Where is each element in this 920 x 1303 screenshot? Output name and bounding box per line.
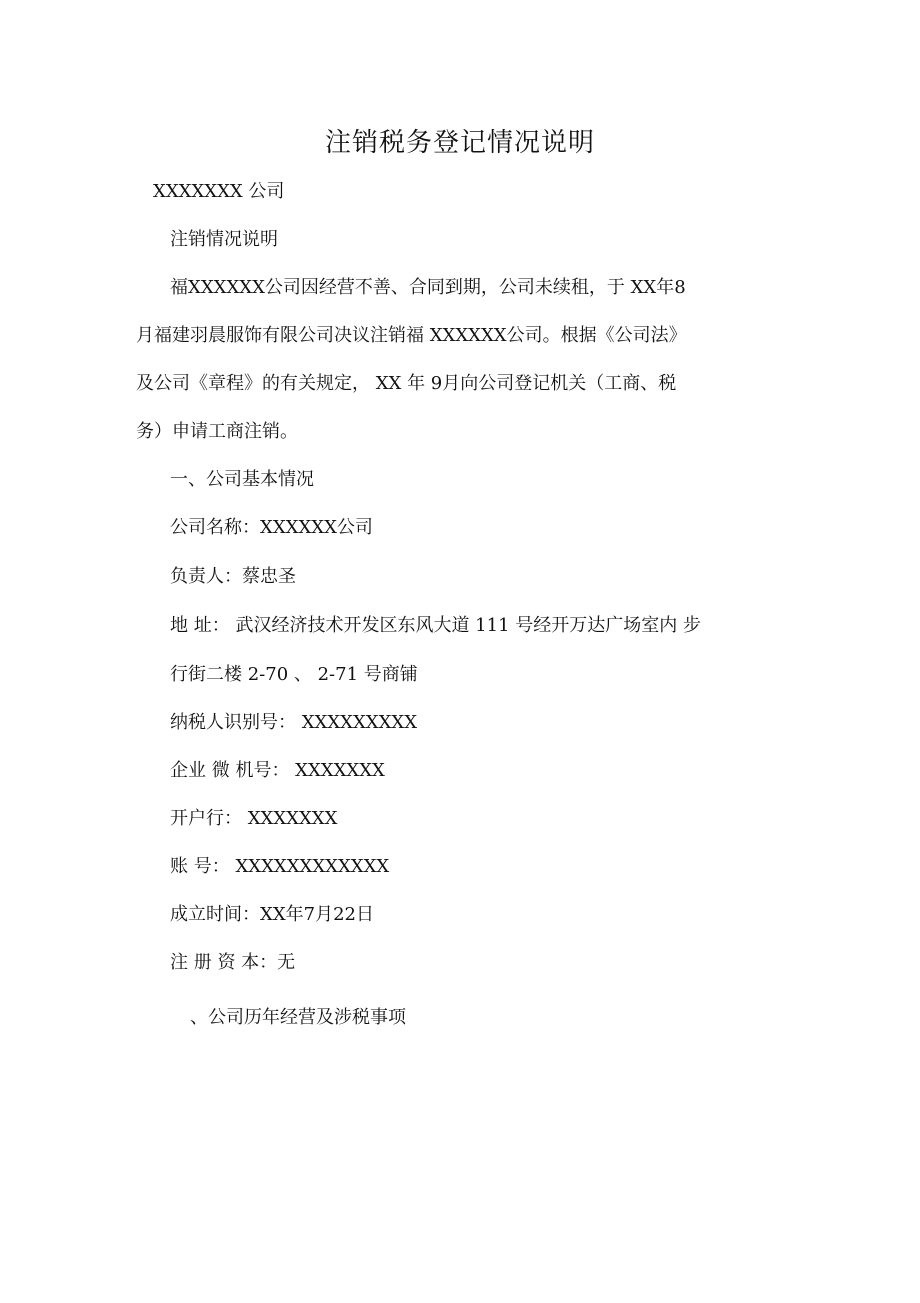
established-date: 成立时间：XX年7月22日 xyxy=(170,904,374,925)
intro-line-1: 福XXXXXX公司因经营不善、合同到期，公司未续租，于 XX年8 xyxy=(170,277,686,298)
subtitle: 注销情况说明 xyxy=(170,229,278,250)
company-header: XXXXXXX 公司 xyxy=(153,181,285,202)
section1-heading: 一、公司基本情况 xyxy=(170,469,314,490)
taxpayer-id: 纳税人识别号： XXXXXXXXX xyxy=(170,712,418,733)
bank: 开户行： XXXXXXX xyxy=(170,808,338,829)
intro-line-3: 及公司《章程》的有关规定， XX 年 9月向公司登记机关（工商、税 xyxy=(136,373,677,394)
intro-line-4: 务）申请工商注销。 xyxy=(136,421,298,442)
enterprise-code: 企业 微 机号： XXXXXXX xyxy=(170,760,385,781)
address-line-2: 行街二楼 2-70 、 2-71 号商铺 xyxy=(170,664,418,685)
account-number: 账 号： XXXXXXXXXXXX xyxy=(170,856,390,877)
person-in-charge: 负责人：蔡忠圣 xyxy=(170,566,296,587)
address-line-1: 地 址： 武汉经济技术开发区东风大道 111 号经开万达广场室内 步 xyxy=(170,615,701,636)
registered-capital: 注 册 资 本：无 xyxy=(170,952,296,973)
intro-line-2: 月福建羽晨服饰有限公司决议注销福 XXXXXX公司。根据《公司法》 xyxy=(136,325,687,346)
document-title: 注销税务登记情况说明 xyxy=(324,128,595,158)
section2-heading: 、公司历年经营及涉税事项 xyxy=(190,1007,406,1028)
company-name: 公司名称：XXXXXX公司 xyxy=(170,517,373,538)
